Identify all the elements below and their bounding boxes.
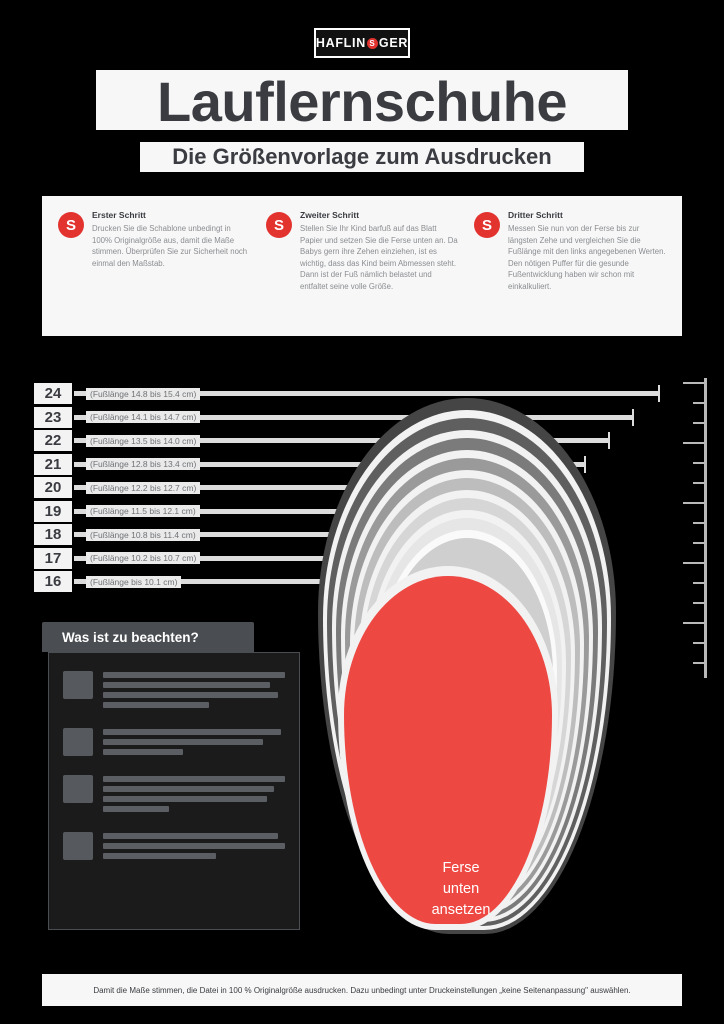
step-text: Messen Sie nun von der Ferse bis zur längsten Zehe und vergleichen Sie die Fußlänge mit den links angegebenen Werten. Den nötigen Puffer für die gesunde Fußentwicklung haben wir schon mit einkalkuliert. bbox=[508, 224, 666, 291]
size-length-label: (Fußlänge 12.8 bis 13.4 cm) bbox=[86, 458, 200, 470]
ruler-tick-major bbox=[683, 502, 705, 504]
page-title: Lauflernschuhe bbox=[157, 70, 567, 133]
step-item bbox=[50, 210, 258, 336]
heel-label-line-1: Ferse bbox=[442, 860, 480, 876]
brand-name-right: GER bbox=[378, 36, 409, 50]
ruler-tick-minor bbox=[693, 482, 705, 484]
ruler-tick-major bbox=[683, 562, 705, 564]
note-item bbox=[63, 728, 285, 759]
shoe-sole-template-stack bbox=[318, 398, 648, 938]
size-length-label: (Fußlänge 14.1 bis 14.7 cm) bbox=[86, 411, 200, 423]
note-icon-3 bbox=[63, 775, 93, 803]
step-item bbox=[258, 210, 466, 336]
haflinger-circle-icon bbox=[367, 38, 378, 49]
measurement-ruler bbox=[682, 378, 708, 678]
note-icon-2 bbox=[63, 728, 93, 756]
step-title: Zweiter Schritt bbox=[300, 210, 360, 220]
steps-panel bbox=[42, 196, 682, 336]
size-number: 20 bbox=[34, 477, 72, 498]
ruler-tick-minor bbox=[693, 402, 705, 404]
ruler-tick-minor bbox=[693, 422, 705, 424]
step-title: Dritter Schritt bbox=[508, 210, 563, 220]
note-text-placeholder bbox=[103, 728, 285, 759]
ruler-tick-minor bbox=[693, 662, 705, 664]
brand-logo bbox=[314, 28, 410, 58]
size-number: 17 bbox=[34, 548, 72, 569]
page-subtitle: Die Größenvorlage zum Ausdrucken bbox=[172, 144, 552, 169]
size-tick bbox=[658, 385, 660, 402]
heel-placement-label bbox=[396, 858, 526, 921]
footer-text: Damit die Maße stimmen, die Datei in 100 % Originalgröße ausdrucken. Dazu unbedingt unter Druckeinstellungen „keine Seitenanpassung" auswählen. bbox=[93, 985, 631, 995]
size-length-label: (Fußlänge 10.2 bis 10.7 cm) bbox=[86, 552, 200, 564]
size-length-label: (Fußlänge 10.8 bis 11.4 cm) bbox=[86, 529, 200, 541]
step-title: Erster Schritt bbox=[92, 210, 146, 220]
step-item bbox=[466, 210, 674, 336]
ruler-tick-major bbox=[683, 622, 705, 624]
ruler-tick-minor bbox=[693, 522, 705, 524]
heel-label-line-3: ansetzen bbox=[431, 902, 491, 918]
size-length-label: (Fußlänge bis 10.1 cm) bbox=[86, 576, 181, 588]
haflinger-circle-icon: S bbox=[58, 212, 84, 238]
note-text-placeholder bbox=[103, 671, 285, 712]
size-number: 19 bbox=[34, 501, 72, 522]
note-text-placeholder bbox=[103, 832, 285, 863]
size-number: 22 bbox=[34, 430, 72, 451]
note-text-placeholder bbox=[103, 775, 285, 816]
step-text: Drucken Sie die Schablone unbedingt in 100% Originalgröße aus, damit die Maße stimmen. Überprüfen Sie zur Sicherheit noch einmal den Maßstab. bbox=[92, 224, 248, 268]
size-number: 21 bbox=[34, 454, 72, 475]
size-length-label: (Fußlänge 11.5 bis 12.1 cm) bbox=[86, 505, 200, 517]
size-number: 23 bbox=[34, 407, 72, 428]
step-body bbox=[300, 210, 458, 336]
ruler-tick-major bbox=[683, 382, 705, 384]
note-item bbox=[63, 775, 285, 816]
size-length-label: (Fußlänge 12.2 bis 12.7 cm) bbox=[86, 482, 200, 494]
notes-panel-title: Was ist zu beachten? bbox=[42, 622, 254, 652]
ruler-tick-major bbox=[683, 442, 705, 444]
size-length-label: (Fußlänge 14.8 bis 15.4 cm) bbox=[86, 388, 200, 400]
ruler-tick-minor bbox=[693, 542, 705, 544]
ruler-tick-minor bbox=[693, 582, 705, 584]
size-length-label: (Fußlänge 13.5 bis 14.0 cm) bbox=[86, 435, 200, 447]
note-icon-4 bbox=[63, 832, 93, 860]
note-icon-1 bbox=[63, 671, 93, 699]
haflinger-circle-icon: S bbox=[266, 212, 292, 238]
haflinger-circle-icon: S bbox=[474, 212, 500, 238]
note-item bbox=[63, 832, 285, 863]
brand-logo-text bbox=[316, 36, 408, 50]
heel-label-line-2: unten bbox=[442, 881, 480, 897]
size-number: 16 bbox=[34, 571, 72, 592]
size-number: 18 bbox=[34, 524, 72, 545]
ruler-tick-minor bbox=[693, 642, 705, 644]
print-instruction-footer bbox=[42, 974, 682, 1006]
step-body bbox=[92, 210, 250, 336]
ruler-tick-minor bbox=[693, 462, 705, 464]
brand-name-left: HAFLIN bbox=[315, 36, 366, 50]
size-number: 24 bbox=[34, 383, 72, 404]
note-item bbox=[63, 671, 285, 712]
notes-panel bbox=[48, 652, 300, 930]
step-body bbox=[508, 210, 666, 336]
step-text: Stellen Sie Ihr Kind barfuß auf das Blatt Papier und setzen Sie die Ferse unten an. Da Babys gern ihre Zehen einziehen, ist es wichtig, dass das Kind beim Abmessen steht. Dann ist der Fuß nämlich belastet und entfaltet seine volle Größe. bbox=[300, 224, 458, 291]
ruler-tick-minor bbox=[693, 602, 705, 604]
